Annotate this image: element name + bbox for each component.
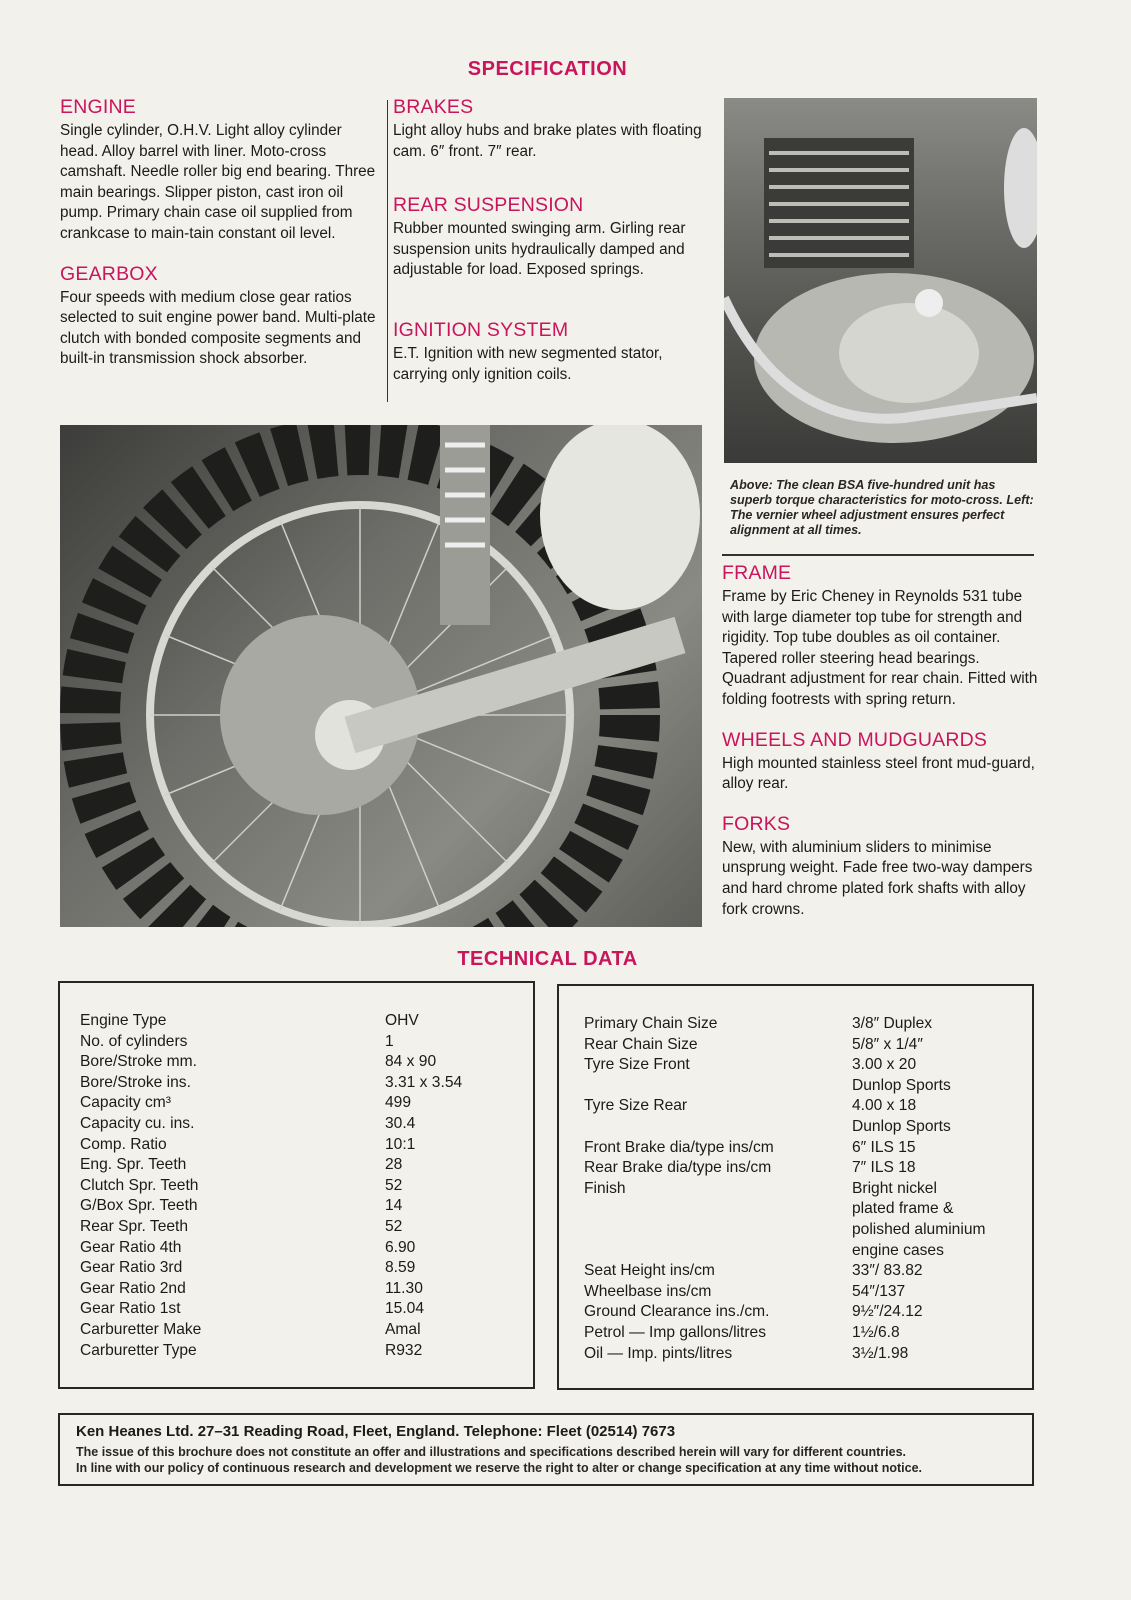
section-heading: REAR SUSPENSION	[393, 194, 584, 217]
row-value-line: 11.30	[385, 1279, 423, 1297]
table-row	[584, 1096, 1024, 1137]
row-value	[385, 1073, 462, 1094]
column-divider	[387, 100, 388, 402]
row-value	[852, 1302, 923, 1323]
section-heading: FORKS	[722, 812, 791, 835]
table-row	[584, 1261, 1024, 1282]
specification-title: SPECIFICATION	[467, 58, 628, 80]
spec-section-wheels-and-mudguards	[722, 729, 1040, 795]
row-value	[385, 1176, 402, 1197]
row-value-line: 10:1	[385, 1135, 416, 1153]
row-value-line: polished aluminium	[852, 1220, 986, 1238]
row-value-line: engine cases	[852, 1241, 944, 1259]
row-label: Front Brake dia/type ins/cm	[584, 1138, 774, 1156]
row-value-line: 4.00 x 18	[852, 1097, 917, 1115]
row-value-line: 9½″/24.12	[852, 1303, 923, 1321]
section-text: Rubber mounted swinging arm. Girling rear suspension units hydraulically damped and adjustable for load. Exposed springs.	[393, 220, 686, 279]
row-value-line: 3½/1.98	[852, 1344, 909, 1362]
table-row	[584, 1282, 1024, 1303]
technical-data-title: TECHNICAL DATA	[457, 948, 638, 970]
row-value-line: 499	[385, 1094, 412, 1112]
technical-table-right	[557, 984, 1034, 1390]
row-value-line: 6″ ILS 15	[852, 1138, 916, 1156]
table-row	[584, 1344, 1024, 1365]
table-row	[80, 1135, 520, 1156]
spec-section-ignition-system	[393, 319, 713, 385]
spec-column-middle	[393, 96, 713, 403]
row-value-line: 15.04	[385, 1300, 425, 1318]
table-row	[80, 1299, 520, 1320]
rear-wheel-photo	[60, 425, 702, 927]
row-value-line: 3/8″ Duplex	[852, 1015, 933, 1032]
spec-section-frame	[722, 562, 1040, 711]
row-value-line: 14	[385, 1197, 403, 1215]
row-label: Seat Height ins/cm	[584, 1262, 715, 1280]
row-label: Gear Ratio 4th	[80, 1238, 182, 1256]
row-value	[385, 1238, 415, 1259]
row-value	[852, 1014, 932, 1035]
section-heading: IGNITION SYSTEM	[393, 318, 569, 341]
section-text: E.T. Ignition with new segmented stator, carrying only ignition coils.	[393, 344, 663, 383]
table-row	[584, 1323, 1024, 1344]
section-text: Single cylinder, O.H.V. Light alloy cylinder head. Alloy barrel with liner. Moto-cross camshaft. Needle roller big end bearing. Three main bearings. Slipper piston, cast iron oil pump. Primary chain case oil supplied from crankcase to main-tain constant oil level.	[60, 122, 376, 242]
section-text: High mounted stainless steel front mud-guard, alloy rear.	[722, 754, 1035, 793]
row-value-line: 7″ ILS 18	[852, 1159, 916, 1177]
row-value	[385, 1320, 421, 1341]
row-label: Wheelbase ins/cm	[584, 1282, 712, 1300]
table-row	[584, 1138, 1024, 1159]
table-row	[584, 1179, 1024, 1261]
row-value-line: 33″/ 83.82	[852, 1262, 923, 1280]
table-row	[80, 1258, 520, 1279]
row-value	[852, 1096, 951, 1137]
row-value	[385, 1155, 402, 1176]
row-value-line: Amal	[385, 1320, 421, 1338]
row-label: Rear Chain Size	[584, 1035, 698, 1053]
row-label: Primary Chain Size	[584, 1015, 718, 1032]
table-row	[80, 1196, 520, 1217]
row-value-line: 5/8″ x 1/4″	[852, 1035, 923, 1053]
table-row	[80, 1279, 520, 1300]
row-label: Tyre Size Front	[584, 1056, 690, 1074]
spec-section-rear-suspension	[393, 194, 713, 281]
row-value-line: 3.00 x 20	[852, 1056, 917, 1074]
table-row	[80, 1341, 520, 1362]
technical-table-left	[58, 981, 535, 1389]
row-value	[852, 1323, 900, 1344]
row-label: Clutch Spr. Teeth	[80, 1176, 199, 1194]
row-value	[385, 1258, 415, 1279]
row-label: Rear Brake dia/type ins/cm	[584, 1159, 772, 1177]
footer-box	[58, 1413, 1034, 1486]
row-value-line: R932	[385, 1341, 423, 1359]
spec-section-forks	[722, 813, 1040, 920]
row-label: Rear Spr. Teeth	[80, 1217, 189, 1235]
row-value	[385, 1299, 424, 1320]
row-value	[385, 1279, 423, 1300]
row-label: Petrol — Imp gallons/litres	[584, 1323, 766, 1341]
section-heading: BRAKES	[393, 96, 474, 118]
row-value	[385, 1011, 419, 1032]
dealer-address: Ken Heanes Ltd. 27–31 Reading Road, Fleet, England. Telephone: Fleet (02514) 7673	[76, 1423, 676, 1440]
row-value-line: Dunlop Sports	[852, 1076, 951, 1094]
row-label: Oil — Imp. pints/litres	[584, 1344, 733, 1362]
row-value	[385, 1196, 402, 1217]
table-row	[80, 1176, 520, 1197]
row-value-line: 1½/6.8	[852, 1323, 900, 1341]
table-row	[80, 1217, 520, 1238]
row-value	[852, 1138, 916, 1159]
row-label: Eng. Spr. Teeth	[80, 1156, 187, 1174]
row-value-line: 1	[385, 1032, 394, 1050]
row-value	[385, 1032, 394, 1053]
table-row	[80, 1052, 520, 1073]
row-value-line: plated frame &	[852, 1200, 954, 1218]
row-label: Bore/Stroke mm.	[80, 1053, 197, 1071]
rear-wheel-illustration	[60, 425, 702, 927]
section-heading: WHEELS AND MUDGUARDS	[722, 728, 988, 751]
caption-rule	[722, 554, 1034, 556]
section-heading: ENGINE	[60, 96, 136, 118]
section-heading: FRAME	[722, 562, 792, 584]
row-value-line: 3.31 x 3.54	[385, 1073, 463, 1091]
row-value	[852, 1055, 951, 1096]
table-row	[80, 1032, 520, 1053]
row-label: Capacity cu. ins.	[80, 1114, 195, 1132]
row-label: Gear Ratio 1st	[80, 1300, 181, 1318]
row-value-line: 54″/137	[852, 1282, 906, 1300]
disclaimer-line-1: The issue of this brochure does not constitute an offer and illustrations and specifications described herein will vary for different countries.	[76, 1445, 907, 1459]
row-value	[385, 1114, 415, 1135]
photo-caption: Above: The clean BSA five-hundred unit has superb torque characteristics for moto-cross. Left: The vernier wheel adjustment ensures perfect alignment at all times.	[730, 478, 1034, 537]
table-row	[584, 1055, 1024, 1096]
row-label: G/Box Spr. Teeth	[80, 1197, 198, 1215]
row-label: Ground Clearance ins./cm.	[584, 1303, 770, 1321]
spec-section-gearbox	[60, 263, 380, 370]
row-label: Engine Type	[80, 1012, 167, 1029]
table-row	[80, 1073, 520, 1094]
table-row	[80, 1093, 520, 1114]
row-value-line: Bright nickel	[852, 1179, 937, 1197]
row-value	[852, 1158, 916, 1179]
row-value-line: Dunlop Sports	[852, 1117, 951, 1135]
row-value	[852, 1035, 923, 1056]
row-value	[385, 1341, 422, 1362]
section-text: Light alloy hubs and brake plates with floating cam. 6″ front. 7″ rear.	[393, 122, 702, 160]
section-text: Frame by Eric Cheney in Reynolds 531 tube with large diameter top tube for strength and rigidity. Top tube doubles as oil container. Tapered roller steering head bearings. Quadrant adjustment for rear chain. Fitted with folding footrests with spring return.	[722, 588, 1038, 708]
table-row	[80, 1238, 520, 1259]
spec-section-engine	[60, 96, 380, 245]
row-value-line: OHV	[385, 1012, 419, 1029]
row-label: Gear Ratio 2nd	[80, 1279, 186, 1297]
table-row	[584, 1158, 1024, 1179]
disclaimer-line-2: In line with our policy of continuous research and development we reserve the right to alter or change specification at any time without notice.	[76, 1460, 922, 1475]
table-row	[80, 1155, 520, 1176]
row-value	[385, 1217, 402, 1238]
row-label: Carburetter Type	[80, 1341, 197, 1359]
table-row	[584, 1014, 1024, 1035]
row-value	[852, 1344, 908, 1365]
row-label: Carburetter Make	[80, 1320, 202, 1338]
section-heading: GEARBOX	[60, 262, 158, 285]
row-label: Capacity cm³	[80, 1094, 171, 1112]
row-value-line: 28	[385, 1156, 403, 1174]
table-row	[80, 1011, 520, 1032]
table-row	[80, 1114, 520, 1135]
row-label: Bore/Stroke ins.	[80, 1073, 191, 1091]
row-label: No. of cylinders	[80, 1032, 188, 1050]
table-row	[80, 1320, 520, 1341]
row-value-line: 84 x 90	[385, 1053, 437, 1071]
row-value-line: 6.90	[385, 1238, 416, 1256]
row-value-line: 30.4	[385, 1114, 416, 1132]
row-value	[385, 1052, 436, 1073]
engine-illustration	[724, 98, 1037, 463]
row-value	[852, 1282, 905, 1303]
section-text: New, with aluminium sliders to minimise unsprung weight. Fade free two-way dampers and hard chrome plated fork shafts with alloy fork crowns.	[722, 838, 1033, 918]
row-label: Comp. Ratio	[80, 1135, 167, 1153]
spec-section-brakes	[393, 96, 713, 162]
table-row	[584, 1035, 1024, 1056]
row-label: Finish	[584, 1179, 626, 1197]
section-text: Four speeds with medium close gear ratios selected to suit engine power band. Multi-plate clutch with bonded composite segments and built-in transmission shock absorber.	[60, 288, 376, 368]
row-label: Tyre Size Rear	[584, 1097, 688, 1115]
row-value	[385, 1135, 415, 1156]
row-value	[385, 1093, 411, 1114]
row-value	[852, 1261, 923, 1282]
table-row	[584, 1302, 1024, 1323]
row-label: Gear Ratio 3rd	[80, 1259, 183, 1277]
engine-photo	[724, 98, 1037, 463]
row-value	[852, 1179, 985, 1261]
row-value-line: 8.59	[385, 1259, 416, 1277]
spec-column-left	[60, 96, 380, 388]
spec-column-right	[722, 562, 1040, 938]
row-value-line: 52	[385, 1176, 403, 1194]
row-value-line: 52	[385, 1217, 403, 1235]
